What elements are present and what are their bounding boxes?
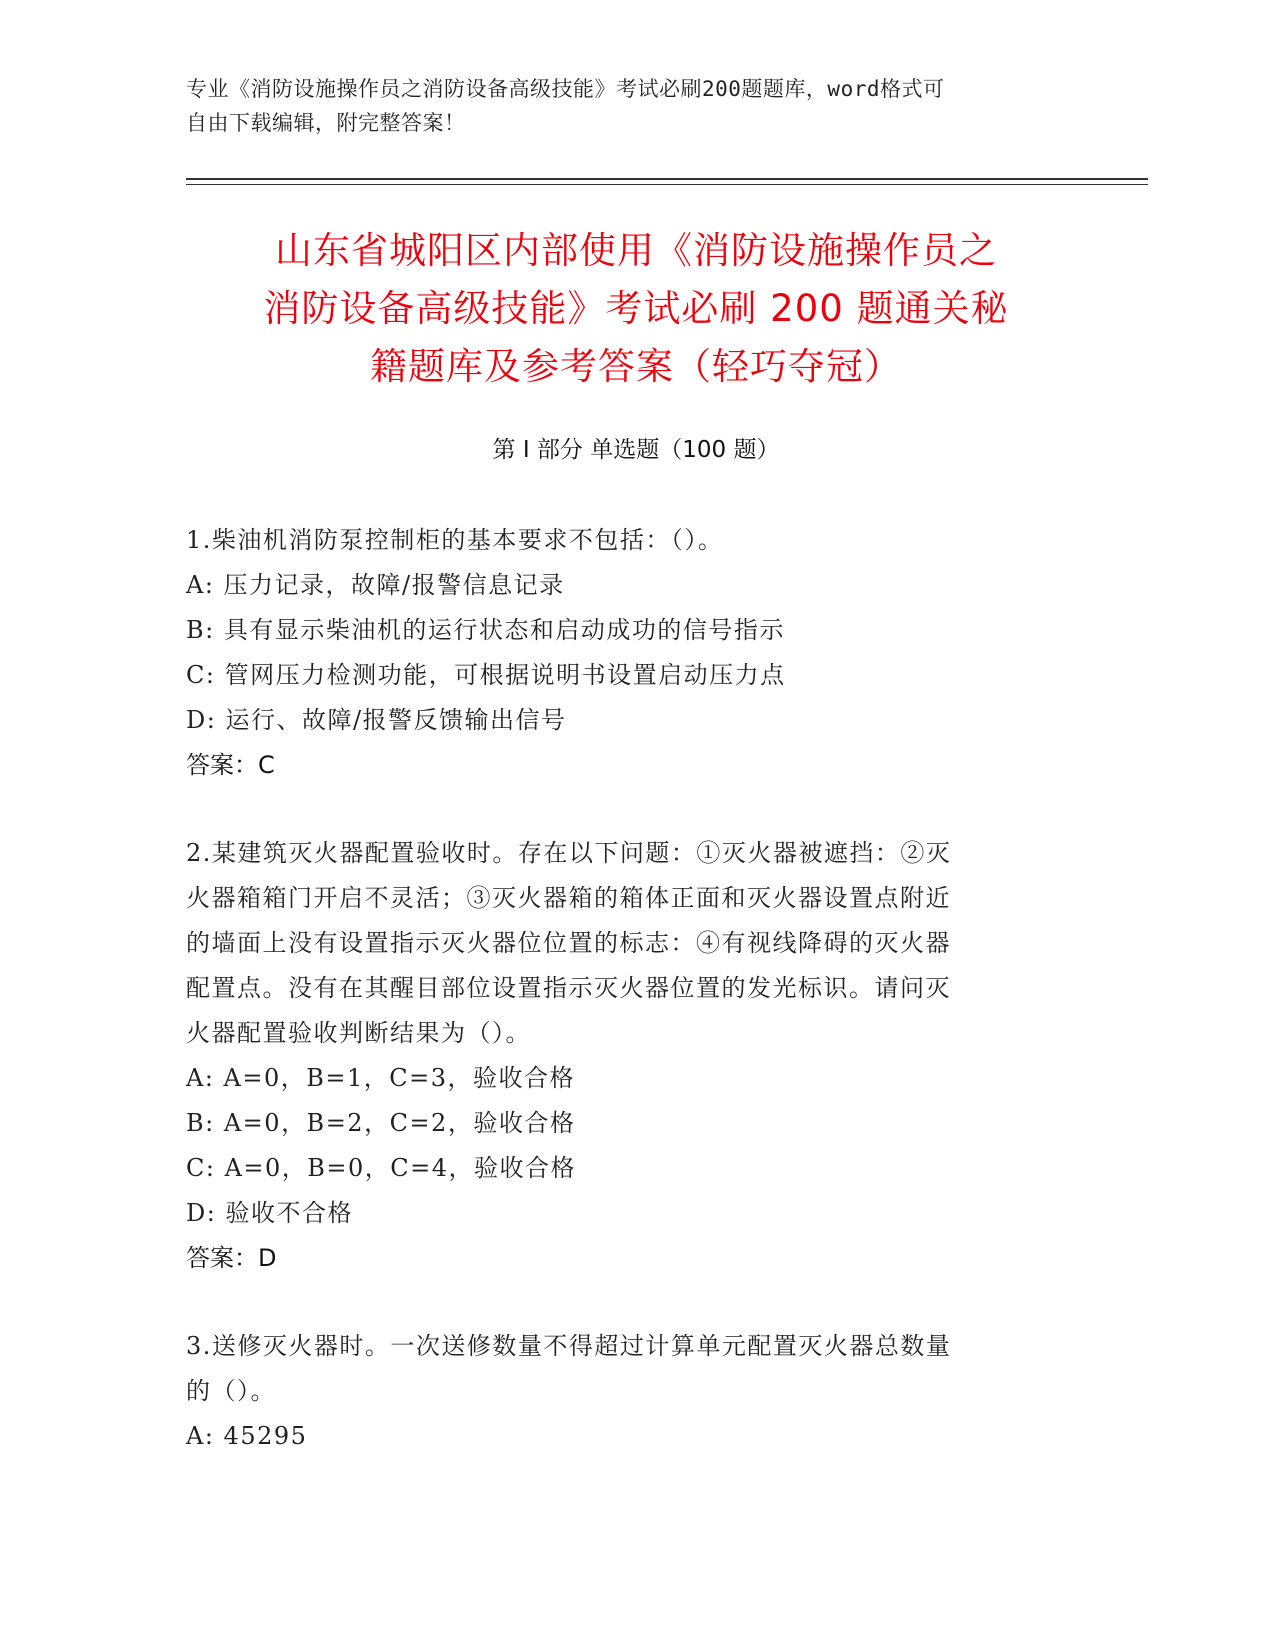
question-stem: 2.某建筑灭火器配置验收时。存在以下问题：①灭火器被遮挡：②灭 bbox=[186, 839, 952, 867]
header-divider-thin bbox=[186, 184, 1148, 185]
option-d: D: 运行、故障/报警反馈输出信号 bbox=[186, 706, 567, 734]
question-stem: 3.送修灭火器时。一次送修数量不得超过计算单元配置灭火器总数量 bbox=[186, 1332, 952, 1360]
option-b: B: 具有显示柴油机的运行状态和启动成功的信号指示 bbox=[186, 616, 785, 644]
option-b: B: A=0，B=2，C=2，验收合格 bbox=[186, 1109, 576, 1137]
document-title-line: 消防设备高级技能》考试必刷 200 题通关秘 bbox=[263, 287, 1009, 330]
document-title-line: 山东省城阳区内部使用《消防设施操作员之 bbox=[275, 229, 997, 272]
question-stem: 配置点。没有在其醒目部位设置指示灭火器位置的发光标识。请问灭 bbox=[186, 974, 951, 1002]
header-divider-thick bbox=[186, 178, 1148, 180]
answer-text: 答案：D bbox=[186, 1244, 277, 1272]
question-2 bbox=[186, 831, 1066, 1281]
section-title: 第 I 部分 单选题（100 题） bbox=[492, 437, 780, 463]
question-stem: 的墙面上没有设置指示灭火器位位置的标志：④有视线降碍的灭火器 bbox=[186, 929, 951, 957]
option-c: C: 管网压力检测功能，可根据说明书设置启动压力点 bbox=[186, 661, 786, 689]
question-3 bbox=[186, 1324, 1066, 1459]
question-stem: 火器箱箱门开启不灵活；③灭火器箱的箱体正面和灭火器设置点附近 bbox=[186, 884, 951, 912]
option-c: C: A=0，B=0，C=4，验收合格 bbox=[186, 1154, 577, 1182]
question-stem: 的（）。 bbox=[186, 1377, 276, 1405]
question-stem: 1.柴油机消防泵控制柜的基本要求不包括：（）。 bbox=[186, 526, 724, 554]
document-title-line: 籍题库及参考答案（轻巧夺冠） bbox=[370, 345, 902, 388]
question-list bbox=[186, 518, 1066, 1502]
option-a: A: 压力记录，故障/报警信息记录 bbox=[186, 571, 565, 599]
option-d: D: 验收不合格 bbox=[186, 1199, 353, 1227]
question-1 bbox=[186, 518, 1066, 788]
document-title bbox=[186, 222, 1086, 396]
header-note bbox=[186, 72, 1066, 140]
question-stem: 火器配置验收判断结果为（）。 bbox=[186, 1019, 531, 1047]
option-a: A: 45295 bbox=[186, 1422, 308, 1450]
option-a: A: A=0，B=1，C=3，验收合格 bbox=[186, 1064, 576, 1092]
header-note-line: 专业《消防设施操作员之消防设备高级技能》考试必刷200题题库，word格式可 bbox=[186, 77, 945, 101]
header-note-line: 自由下载编辑，附完整答案！ bbox=[186, 111, 466, 135]
answer-text: 答案：C bbox=[186, 751, 275, 779]
